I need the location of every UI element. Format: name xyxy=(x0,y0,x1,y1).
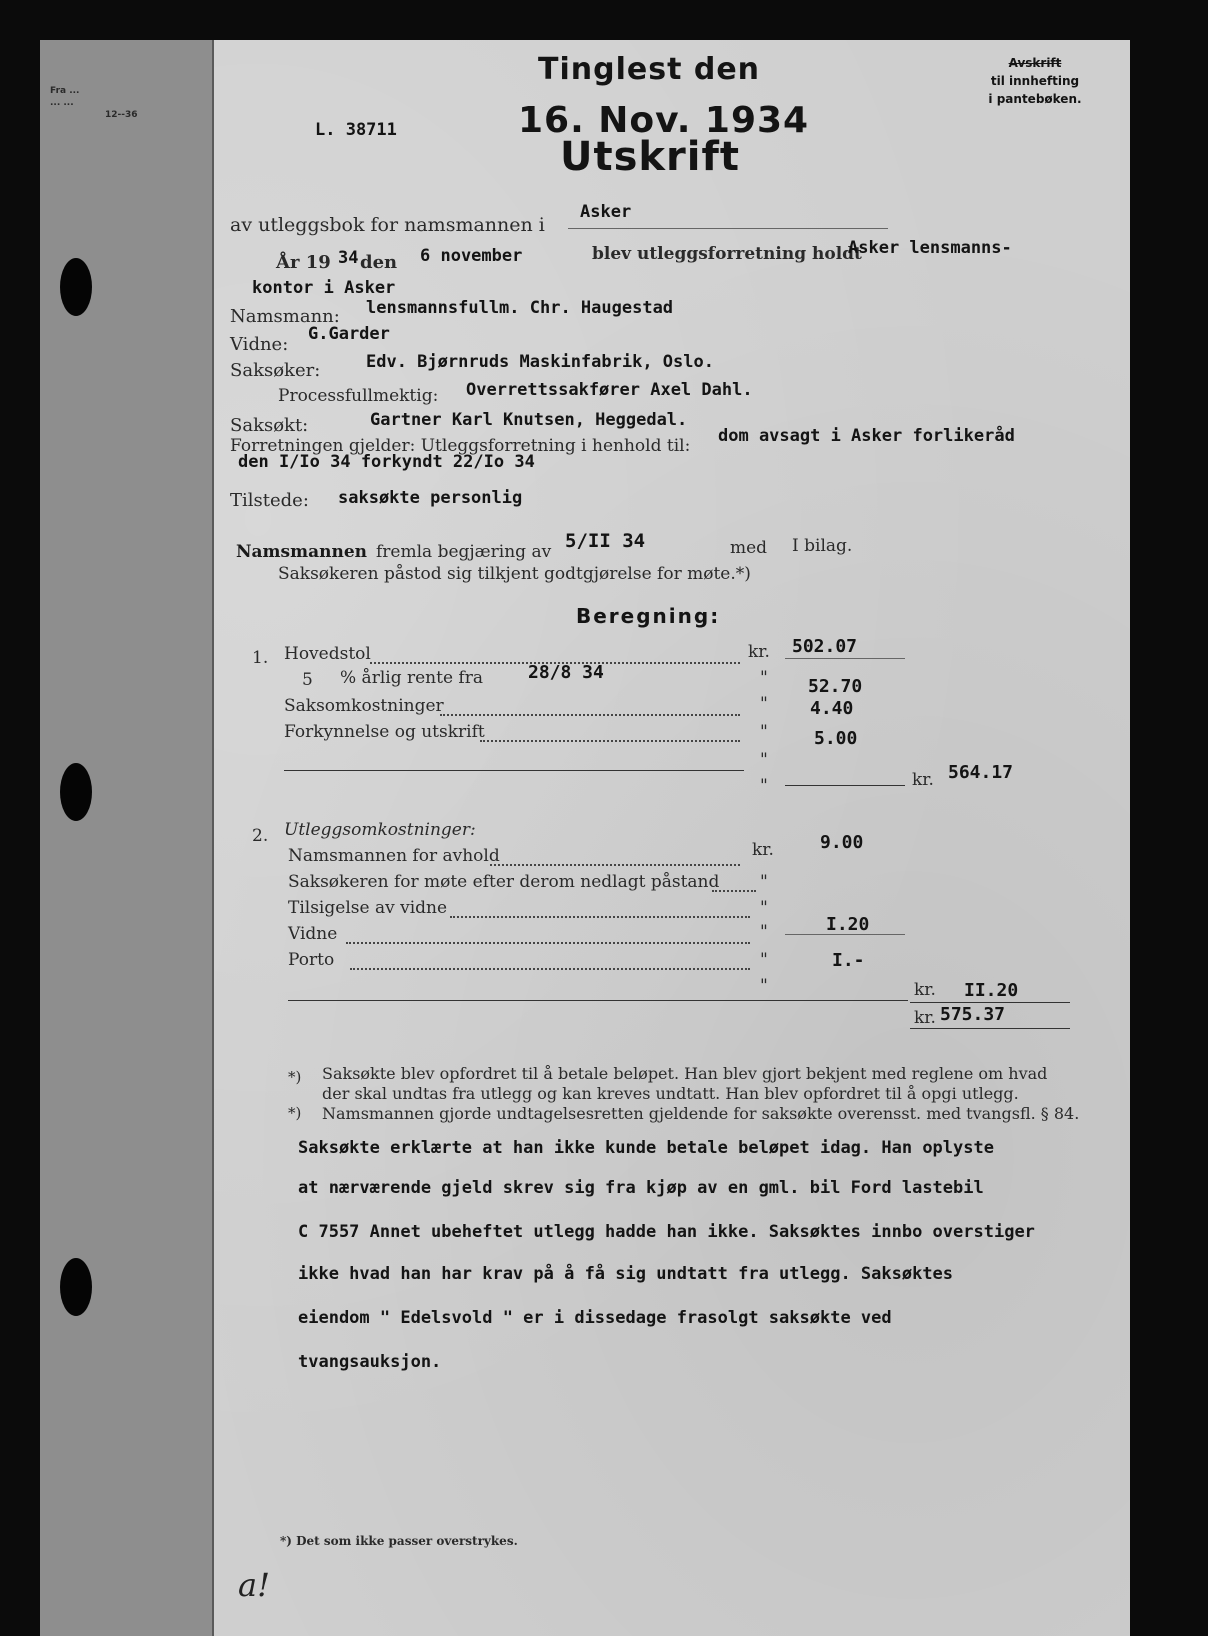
grand-total-rule xyxy=(910,1028,1070,1029)
prosess-value: Overrettssakfører Axel Dahl. xyxy=(466,380,753,400)
punch-hole xyxy=(60,1258,92,1316)
total-currency: kr. xyxy=(912,770,934,790)
fremla-label: fremla begjæring av xyxy=(376,542,552,562)
namsmannen-label: Namsmannen xyxy=(236,542,368,562)
namsmann-fee-label: Namsmannen for avhold xyxy=(288,846,500,866)
registration-stamp-date: 16. Nov. 1934 xyxy=(518,100,810,141)
grand-currency: kr. xyxy=(914,1008,936,1028)
gjelder-value-2: den I/Io 34 forkyndt 22/Io 34 xyxy=(238,452,535,472)
ditto-mark: " xyxy=(760,694,768,714)
saksoker-fee-label: Saksøkeren for møte efter derom nedlagt påstand xyxy=(288,872,720,892)
statement-line: tvangsauksjon. xyxy=(298,1352,442,1372)
note-1-line-2: der skal undtas fra utlegg og kan kreves undtatt. Han blev opfordret til å opgi utlegg. xyxy=(322,1084,1019,1103)
note-2-line: Namsmannen gjorde undtagelsesretten gjeldende for saksøkte overensst. med tvangsfl. § 84. xyxy=(322,1104,1080,1123)
saksomk-amount: 4.40 xyxy=(810,698,854,719)
note-2-mark: *) xyxy=(288,1104,302,1122)
document-title: Utskrift xyxy=(560,134,740,180)
year-value: 34 xyxy=(338,248,359,268)
prosess-label: Processfullmektig: xyxy=(278,386,439,406)
margin-stamp xyxy=(50,85,138,121)
subtotal-rule xyxy=(910,1002,1070,1003)
subtotal-rule xyxy=(785,785,905,786)
statement-line: ikke hvad han har krav på å få sig undtatt fra utlegg. Saksøktes xyxy=(298,1264,954,1284)
request-date: 5/II 34 xyxy=(565,530,646,552)
registration-stamp-label: Tinglest den xyxy=(538,52,761,87)
corner-note-line: Avskrift xyxy=(1008,56,1062,70)
header-prefix: av utleggsbok for namsmannen i xyxy=(230,214,545,236)
corner-note xyxy=(975,54,1095,108)
saksokt-value: Gartner Karl Knutsen, Heggedal. xyxy=(370,410,688,430)
section-1-number: 1. xyxy=(252,648,269,668)
corner-note-line: i pantebøken. xyxy=(988,92,1082,106)
section-2-heading: Utleggsomkostninger: xyxy=(284,820,476,840)
calc-heading: Beregning: xyxy=(576,604,721,628)
vidne-fee-amount: I.20 xyxy=(826,914,870,935)
namsmann-fee-amount: 9.00 xyxy=(820,832,864,853)
hovedstol-label: Hovedstol xyxy=(284,644,371,664)
currency-label: kr. xyxy=(748,642,770,662)
subtotal-rule xyxy=(284,770,744,771)
margin-stamp-line: Fra ... xyxy=(50,86,80,96)
saksoker-value: Edv. Bjørnruds Maskinfabrik, Oslo. xyxy=(366,352,714,372)
year-prefix: År 19 xyxy=(276,252,331,273)
vidne-label: Vidne: xyxy=(230,334,289,355)
gjelder-value-1: dom avsagt i Asker forlikeråd xyxy=(718,426,1015,446)
leader-dots xyxy=(450,916,750,918)
amount-line xyxy=(785,658,905,659)
tilstede-label: Tilstede: xyxy=(230,490,309,511)
ditto-mark: " xyxy=(760,668,768,688)
amount-line xyxy=(785,934,905,935)
header-place: Asker xyxy=(580,202,632,222)
record-date: 6 november xyxy=(420,246,523,266)
tilstede-value: saksøkte personlig xyxy=(338,488,523,508)
forkynnelse-label: Forkynnelse og utskrift xyxy=(284,722,485,742)
statement-line: at nærværende gjeld skrev sig fra kjøp av en gml. bil Ford lastebil xyxy=(298,1178,984,1198)
med-label: med xyxy=(730,538,768,558)
punch-hole xyxy=(60,258,92,316)
leader-dots xyxy=(480,740,740,742)
subtotal-currency: kr. xyxy=(914,980,936,1000)
gjelder-label: Forretningen gjelder: Utleggsforretning i henhold til: xyxy=(230,436,691,456)
hovedstol-amount: 502.07 xyxy=(792,636,858,657)
porto-label: Porto xyxy=(288,950,335,970)
section-2-subtotal: II.20 xyxy=(964,980,1019,1001)
leader-dots xyxy=(490,864,740,866)
footnote: *) Det som ikke passer overstrykes. xyxy=(280,1534,518,1548)
handwritten-mark: a! xyxy=(238,1566,270,1604)
rente-date: 28/8 34 xyxy=(528,662,604,683)
forkynnelse-amount: 5.00 xyxy=(814,728,858,749)
namsmann-value: lensmannsfullm. Chr. Haugestad xyxy=(366,298,674,318)
bilag-label: I bilag. xyxy=(792,536,853,556)
statement-line: eiendom " Edelsvold " er i dissedage frasolgt saksøkte ved xyxy=(298,1308,892,1328)
currency-label: kr. xyxy=(752,840,774,860)
location-line-1: Asker lensmanns- xyxy=(848,238,1012,258)
ditto-mark: " xyxy=(760,722,768,742)
punch-hole xyxy=(60,763,92,821)
grand-total: 575.37 xyxy=(940,1004,1006,1025)
porto-amount: I.- xyxy=(832,950,865,971)
subtotal-rule xyxy=(288,1000,908,1001)
saksokt-label: Saksøkt: xyxy=(230,415,309,436)
ditto-mark: " xyxy=(760,976,768,996)
section-1-total: 564.17 xyxy=(948,762,1014,783)
leader-dots xyxy=(350,968,750,970)
vidne-fee-label: Vidne xyxy=(288,924,338,944)
leader-dots xyxy=(440,714,740,716)
section-2-number: 2. xyxy=(252,826,269,846)
fill-line xyxy=(568,228,888,229)
vidne-value: G.Garder xyxy=(308,324,390,344)
ditto-mark: " xyxy=(760,776,768,796)
tilsigelse-label: Tilsigelse av vidne xyxy=(288,898,448,918)
note-1-mark: *) xyxy=(288,1068,302,1086)
leader-dots xyxy=(712,890,756,892)
rente-amount: 52.70 xyxy=(808,676,863,697)
statement-line: C 7557 Annet ubeheftet utlegg hadde han ikke. Saksøktes innbo overstiger xyxy=(298,1222,1035,1242)
statement-line: Saksøkte erklærte at han ikke kunde betale beløpet idag. Han oplyste xyxy=(298,1138,994,1158)
note-1-line-1: Saksøkte blev opfordret til å betale beløpet. Han blev gjort bekjent med reglene om hvad xyxy=(322,1064,1048,1083)
ditto-mark: " xyxy=(760,750,768,770)
request-line-2: Saksøkeren påstod sig tilkjent godtgjørelse for møte.*) xyxy=(278,564,751,584)
location-line-2: kontor i Asker xyxy=(252,278,396,298)
ditto-mark: " xyxy=(760,922,768,942)
namsmann-label: Namsmann: xyxy=(230,306,340,327)
document-page xyxy=(40,40,1130,1636)
saksomk-label: Saksomkostninger xyxy=(284,696,444,716)
leader-dots xyxy=(346,942,750,944)
den-label: den xyxy=(360,252,398,273)
ditto-mark: " xyxy=(760,898,768,918)
margin-stamp-line: ... ... xyxy=(50,98,74,108)
corner-note-line: til innhefting xyxy=(990,74,1080,88)
ditto-mark: " xyxy=(760,950,768,970)
saksoker-label: Saksøker: xyxy=(230,360,321,381)
rente-percent: 5 xyxy=(302,670,313,690)
held-label: blev utleggsforretning holdt xyxy=(592,244,862,264)
reference-number: L. 38711 xyxy=(315,120,397,140)
rente-label: % årlig rente fra xyxy=(340,668,483,688)
margin-stamp-line: 12--36 xyxy=(105,110,138,120)
ditto-mark: " xyxy=(760,872,768,892)
